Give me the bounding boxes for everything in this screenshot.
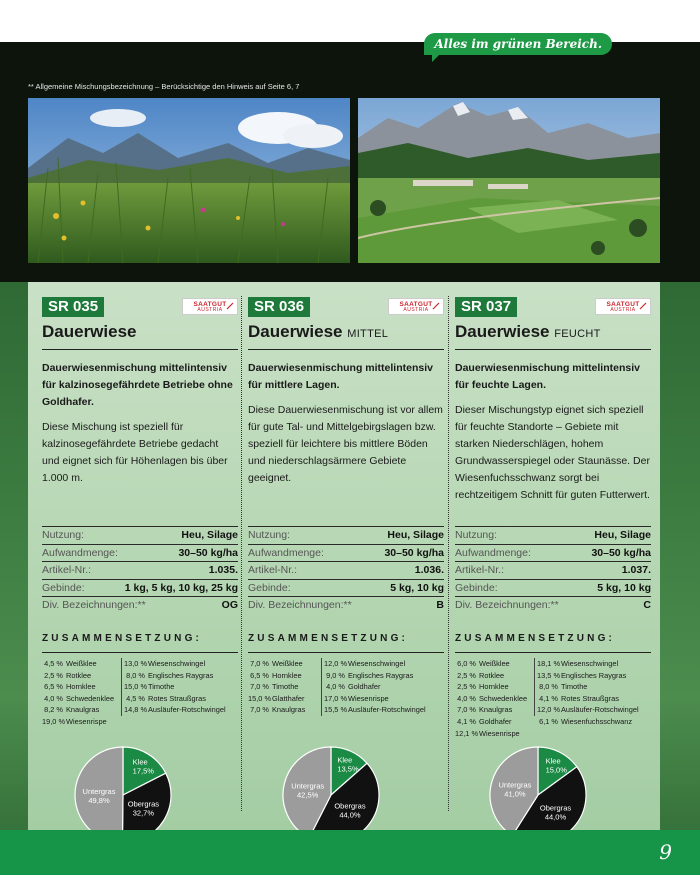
spec-label: Nutzung: [248, 529, 291, 541]
pie-label-name: Klee [545, 756, 561, 766]
spec-value: 30–50 kg/ha [384, 546, 444, 559]
meadow-photo [28, 98, 350, 263]
composition-rule [455, 652, 651, 653]
composition-item: 8,0 % Englisches Raygras [126, 670, 214, 680]
composition-item: 7,0 % Timothe [250, 682, 299, 692]
product-title: Dauerwiese FEUCHT [455, 321, 651, 350]
composition-column [248, 658, 305, 716]
spec-row [248, 561, 444, 579]
spec-value: 1 kg, 5 kg, 10 kg, 25 kg [124, 581, 238, 594]
spec-row [248, 579, 444, 597]
slogan-badge: Alles im grünen Bereich. [424, 33, 612, 55]
spec-table [248, 526, 444, 614]
composition-column [455, 658, 527, 739]
spec-label: Gebinde: [455, 581, 498, 594]
spec-row [42, 596, 238, 614]
spec-value: B [436, 599, 444, 612]
pie-label-name: Untergras [82, 786, 116, 796]
spec-value: 30–50 kg/ha [591, 546, 651, 559]
valley-photo [358, 98, 660, 263]
spec-value: 5 kg, 10 kg [390, 581, 444, 594]
composition-item: 4,0 % Schwedenklee [44, 693, 115, 703]
spec-label: Artikel-Nr.: [248, 564, 298, 577]
spec-value: 1.035. [208, 564, 238, 577]
saatgut-austria-logo: SAATGUT AUSTRIA [388, 298, 444, 315]
product-description: Diese Dauerwiesenmischung ist vor allem für gute Tal- und Mittelgebirgslagen bzw. speziell für leichtere bis mittlere Böden und niederschlagsärmere Gebiete geeignet. [248, 404, 443, 484]
composition-item: 8,0 % Timothe [539, 682, 588, 692]
saatgut-austria-logo: SAATGUT AUSTRIA [595, 298, 651, 315]
spec-label: Div. Bezeichnungen:** [248, 599, 352, 612]
composition-item: 4,5 % Weißklee [44, 659, 97, 668]
composition-column [124, 658, 226, 716]
spec-label: Div. Bezeichnungen:** [42, 599, 146, 612]
spec-value: 1.037. [621, 564, 651, 577]
spec-row [455, 561, 651, 579]
column-divider [241, 296, 242, 811]
composition-item: 4,0 % Goldhafer [326, 682, 381, 692]
product-lead: Dauerwiesenmischung mittelintensiv für mittlere Lagen. [248, 362, 433, 391]
spec-label: Nutzung: [42, 529, 85, 541]
spec-value: Heu, Silage [387, 529, 444, 541]
composition-separator [534, 658, 535, 716]
spec-row [248, 596, 444, 614]
composition-item: 13,0 % Wiesenschwingel [124, 659, 206, 668]
spec-label: Gebinde: [42, 581, 85, 594]
product-column-sr035 [42, 296, 238, 487]
pie-label-value: 42,5% [297, 790, 319, 800]
composition-item: 8,2 % Knaulgras [44, 705, 100, 715]
saatgut-austria-logo: SAATGUT AUSTRIA [182, 298, 238, 315]
composition-column [537, 658, 639, 728]
composition-item: 19,0 % Wiesenrispe [42, 716, 107, 726]
spec-value: Heu, Silage [594, 529, 651, 541]
composition-item: 15,5 % Ausläufer-Rotschwingel [324, 705, 426, 715]
spec-value: 1.036. [414, 564, 444, 577]
composition-item: 6,0 % Weißklee [457, 659, 510, 668]
product-code: SR 037 [455, 297, 517, 317]
composition-item: 6,5 % Hornklee [44, 682, 96, 692]
composition-item: 9,0 % Englisches Raygras [326, 670, 414, 680]
spec-table [455, 526, 651, 614]
composition-heading: ZUSAMMENSETZUNG: [248, 633, 409, 644]
product-code: SR 035 [42, 297, 104, 317]
product-lead: Dauerwiesenmischung mittelintensiv für kalzinosegefährdete Betriebe ohne Goldhafer. [42, 362, 233, 408]
spec-value: 30–50 kg/ha [178, 546, 238, 559]
composition-item: 17,0 % Wiesenrispe [324, 693, 389, 703]
composition-item: 2,5 % Rotklee [44, 670, 92, 680]
spec-label: Nutzung: [455, 529, 498, 541]
product-description: Diese Mischung ist speziell für kalzinosegefährdete Betriebe gedacht und eignet sich für Höhenlagen bis über 1.000 m. [42, 421, 228, 484]
composition-separator [321, 658, 322, 716]
page-number: 9 [659, 840, 672, 864]
spec-row [42, 526, 238, 544]
pie-label-value: 32,7% [132, 808, 155, 818]
spec-row [42, 579, 238, 597]
spec-label: Div. Bezeichnungen:** [455, 599, 559, 612]
spec-value: C [643, 599, 651, 612]
spec-label: Aufwandmenge: [248, 546, 324, 559]
composition-item: 12,0 % Wiesenschwingel [324, 659, 406, 668]
pie-label-value: 13,5% [337, 764, 359, 774]
composition-item: 4,1 % Rotes Straußgras [539, 693, 619, 703]
page-footer [0, 830, 700, 875]
composition-item: 6,1 % Wiesenfuchsschwanz [539, 716, 633, 726]
spec-row [455, 544, 651, 562]
composition-column [42, 658, 114, 728]
spec-label: Gebinde: [248, 581, 291, 594]
product-lead: Dauerwiesenmischung mittelintensiv für feuchte Lagen. [455, 362, 640, 391]
pie-label-name: Klee [132, 757, 148, 767]
spec-row [455, 579, 651, 597]
pie-label-value: 15,0% [545, 765, 567, 775]
product-title: Dauerwiese MITTEL [248, 321, 444, 350]
pie-label-name: Untergras [291, 781, 325, 791]
composition-item: 6,5 % Hornklee [250, 670, 302, 680]
composition-item: 13,5 % Englisches Raygras [537, 670, 627, 680]
composition-rule [248, 652, 444, 653]
composition-rule [42, 652, 238, 653]
column-divider [448, 296, 449, 811]
pie-label-value: 41,0% [504, 789, 526, 799]
spec-label: Artikel-Nr.: [42, 564, 92, 577]
composition-item: 4,5 % Rotes Straußgras [126, 693, 206, 703]
spec-row [42, 544, 238, 562]
spec-row [455, 596, 651, 614]
spec-label: Aufwandmenge: [455, 546, 531, 559]
composition-item: 18,1 % Wiesenschwingel [537, 659, 619, 668]
composition-item: 12,1 % Wiesenrispe [455, 728, 520, 738]
composition-item: 14,8 % Ausläufer-Rotschwingel [124, 705, 226, 715]
product-column-sr036 [248, 296, 444, 487]
pie-label-name: Obergras [334, 801, 366, 811]
pie-label-value: 44,0% [339, 810, 361, 820]
spec-value: Heu, Silage [181, 529, 238, 541]
pie-label-value: 49,8% [88, 795, 110, 805]
composition-item: 4,1 % Goldhafer [457, 716, 512, 726]
composition-column [324, 658, 426, 716]
composition-item: 2,5 % Rotklee [457, 670, 505, 680]
pie-label-name: Obergras [127, 799, 160, 809]
composition-item: 4,0 % Schwedenklee [457, 693, 528, 703]
product-description: Dieser Mischungstyp eignet sich speziell für feuchte Standorte – Gebiete mit starken Niederschlägen, hohem Grundwasserspiegel oder Staunässe. Der Wiesenfuchsschwanz sorgt bei rechtzeitigem Schnitt für guten Futterwert. [455, 404, 650, 501]
pie-label-name: Untergras [498, 780, 532, 790]
composition-separator [121, 658, 122, 716]
product-title: Dauerwiese [42, 321, 238, 350]
spec-row [42, 561, 238, 579]
spec-label: Artikel-Nr.: [455, 564, 505, 577]
pie-label-value: 17,5% [132, 766, 154, 776]
spec-value: OG [221, 599, 238, 612]
composition-heading: ZUSAMMENSETZUNG: [455, 633, 616, 644]
spec-value: 5 kg, 10 kg [597, 581, 651, 594]
composition-item: 7,0 % Weißklee [250, 659, 303, 668]
product-column-sr037 [455, 296, 651, 504]
pie-label-value: 44,0% [544, 812, 567, 822]
composition-item: 2,5 % Hornklee [457, 682, 509, 692]
composition-item: 7,0 % Knaulgras [250, 705, 306, 715]
footnote: ** Allgemeine Mischungsbezeichnung – Berücksichtige den Hinweis auf Seite 6, 7 [28, 82, 300, 91]
composition-item: 12,0 % Ausläufer-Rotschwingel [537, 705, 639, 715]
spec-row [248, 526, 444, 544]
spec-row [248, 544, 444, 562]
spec-label: Aufwandmenge: [42, 546, 118, 559]
composition-heading: ZUSAMMENSETZUNG: [42, 633, 203, 644]
product-code: SR 036 [248, 297, 310, 317]
spec-table [42, 526, 238, 614]
pie-label-name: Obergras [539, 803, 572, 813]
composition-item: 15,0 % Glatthafer [248, 693, 305, 703]
pie-label-name: Klee [337, 755, 353, 765]
composition-item: 7,0 % Knaulgras [457, 705, 513, 715]
spec-row [455, 526, 651, 544]
composition-item: 15,0 % Timothe [124, 682, 175, 692]
